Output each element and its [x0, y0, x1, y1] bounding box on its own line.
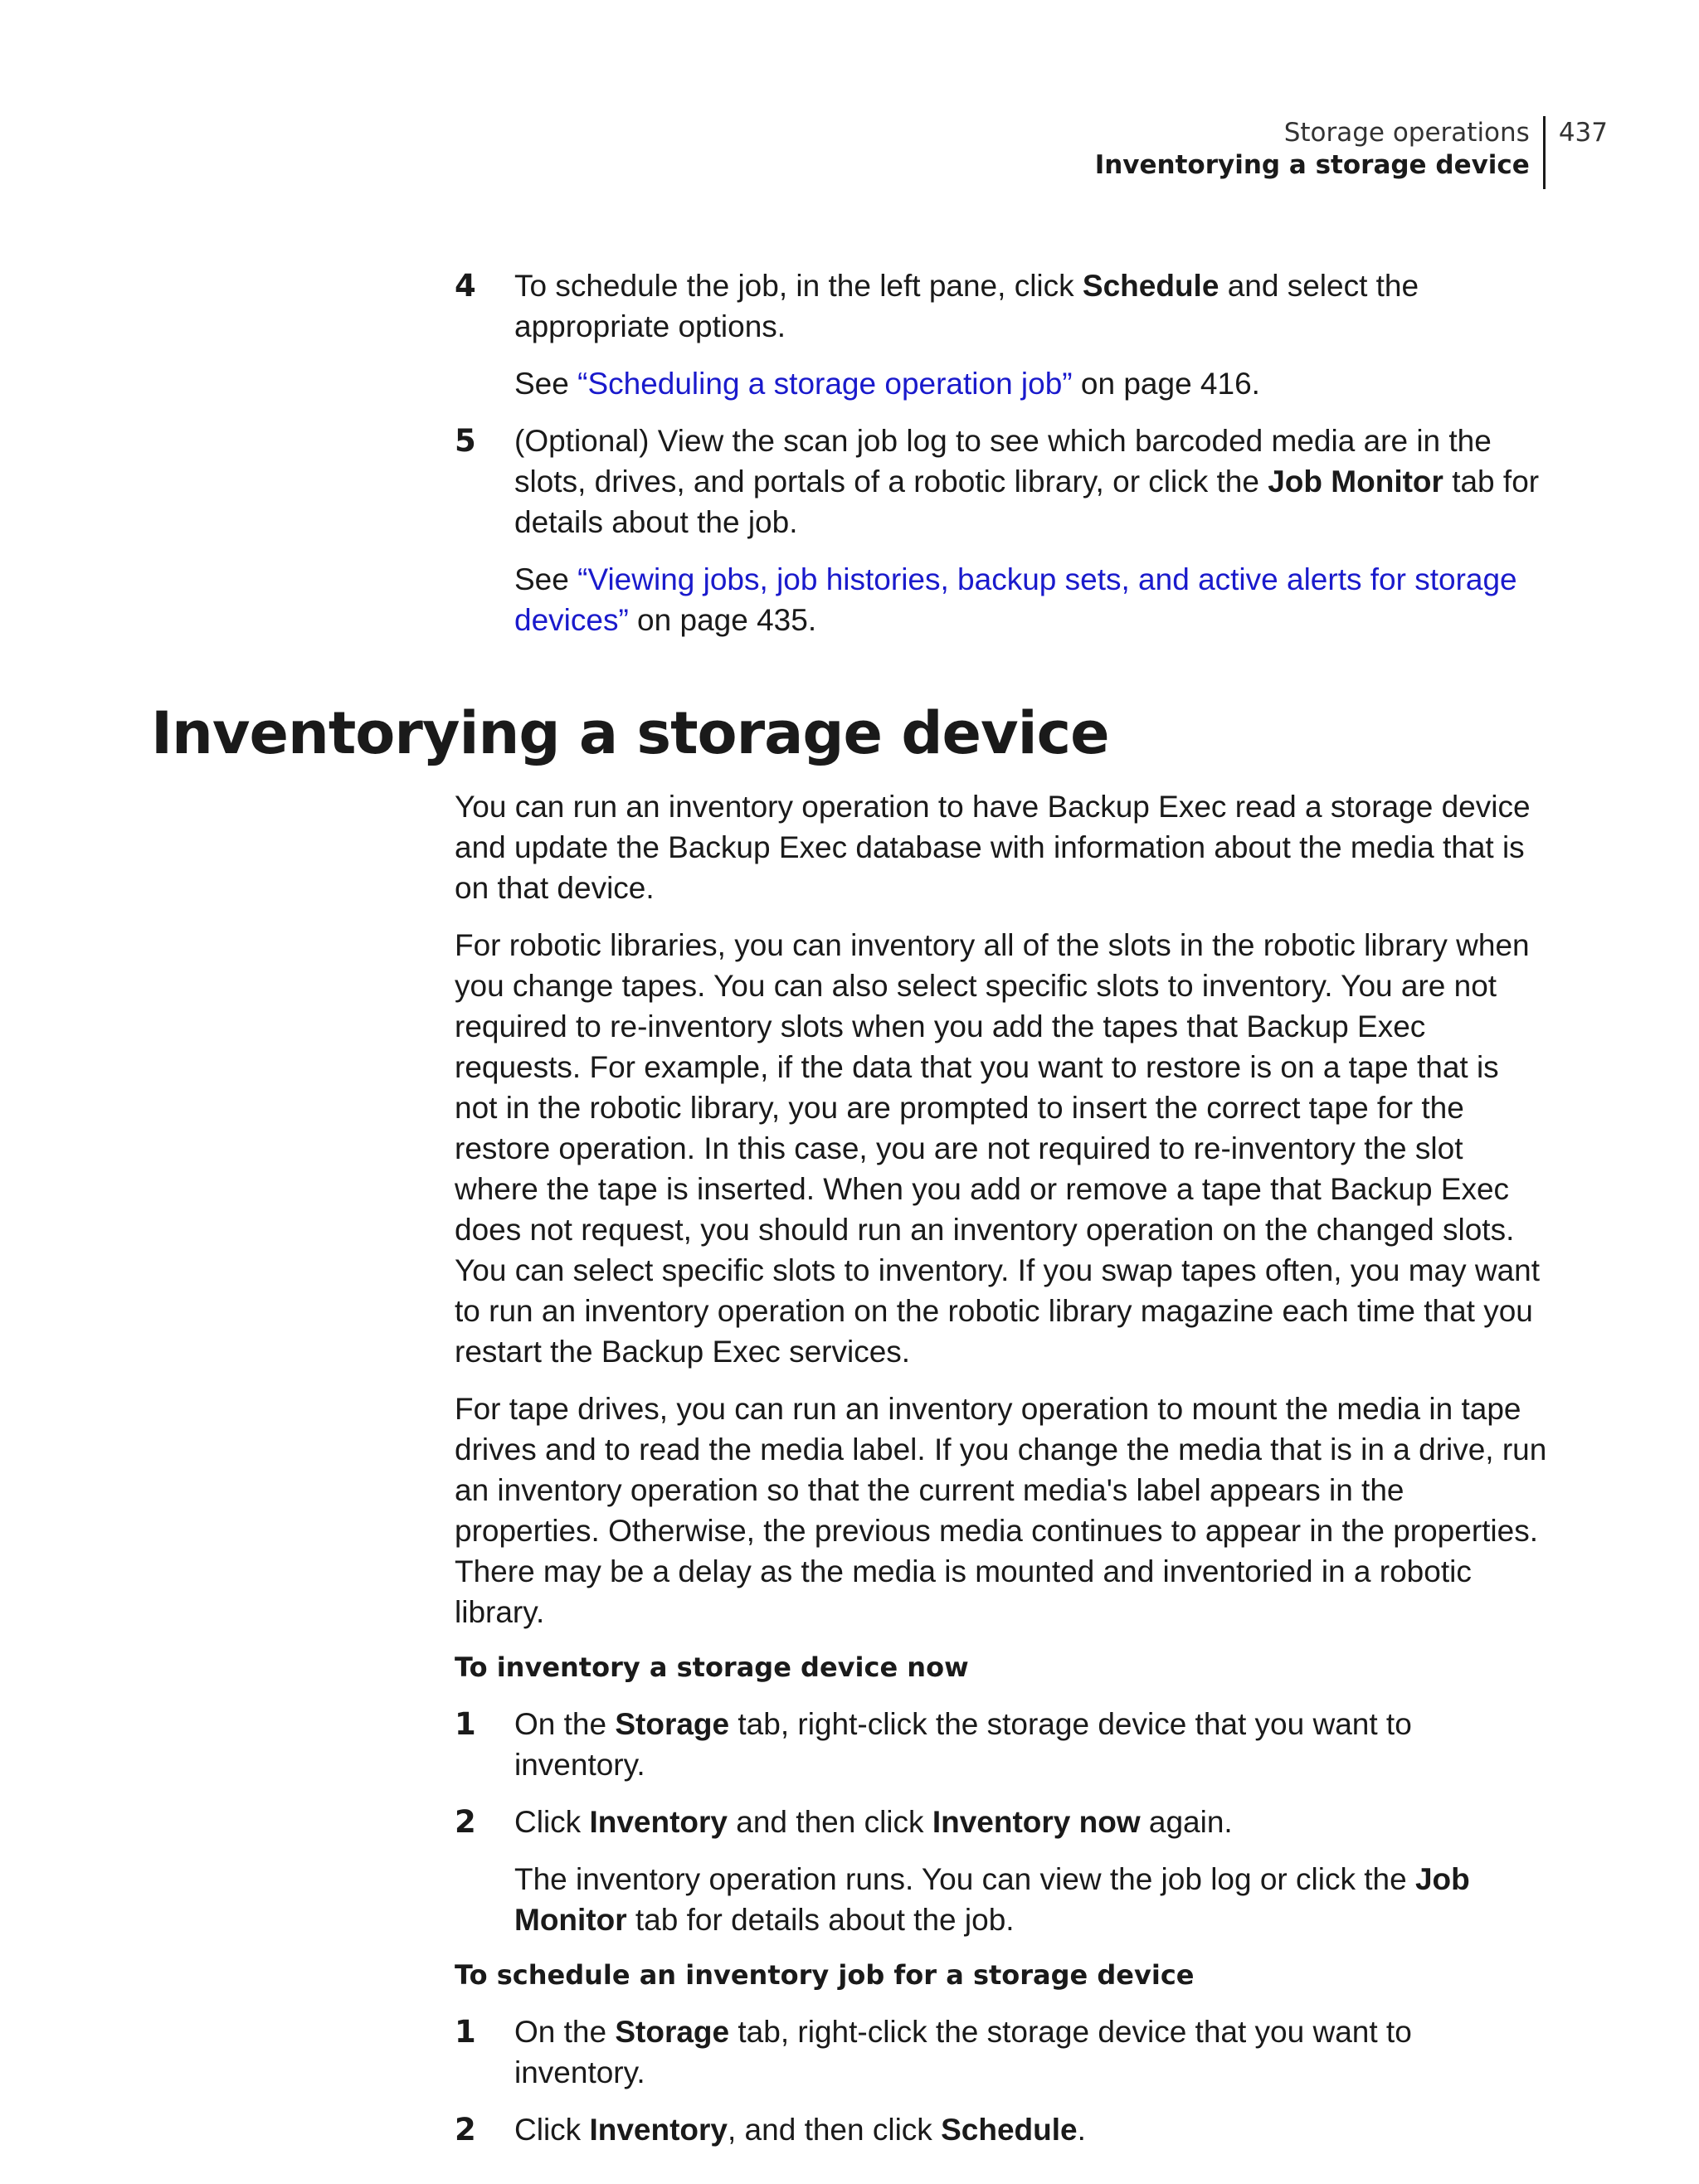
step-text-part: The inventory operation runs. You can view the job log or click the [514, 1862, 1415, 1896]
step-text-part: To schedule the job, in the left pane, click [514, 269, 1083, 303]
step-text-part: Click [514, 2113, 590, 2147]
see-prefix: See [514, 367, 578, 401]
step-body [514, 2109, 1550, 2150]
step-text-part: and select the appropriate options. [514, 269, 1419, 343]
ui-term-inventory: Inventory [589, 1805, 728, 1839]
step-text [514, 2011, 1550, 2093]
step-number: 1 [455, 1706, 476, 1742]
ui-term-storage: Storage [615, 1707, 730, 1741]
ui-term-job-monitor: Job Monitor [1268, 465, 1443, 499]
step-text-part: tab for details about the job. [514, 465, 1540, 539]
cross-reference-link[interactable]: “Viewing jobs, job histories, backup sets, and active alerts for storage devices” [514, 562, 1517, 637]
step-4 [455, 265, 1550, 404]
ui-term-schedule: Schedule [1082, 269, 1219, 303]
step-text [514, 421, 1550, 542]
procedure-step [455, 2109, 1550, 2150]
page-number: 437 [1558, 118, 1608, 148]
step-body [514, 421, 1550, 640]
step-number: 5 [455, 423, 476, 459]
cross-reference [514, 363, 1550, 404]
step-note [514, 1859, 1550, 1940]
header-text [1095, 116, 1546, 189]
procedure-step [455, 1802, 1550, 1940]
step-number: 2 [455, 2112, 476, 2148]
step-text [514, 1704, 1550, 1785]
paragraph-robotic-libraries: For robotic libraries, you can inventory all of the slots in the robotic library when you change tapes. You can also select specific slots to inventory. You are not required to re-inventory slots when you add the tapes that Backup Exec requests. For example, if the data that you want to restore is on a tape that is not in the robotic library, you are prompted to insert the correct tape for the restore operation. In this case, you are not required to re-inventory the slot where the tape is inserted. When you add or remove a tape that Backup Exec does not request, you should run an inventory operation on the changed slots. You can select specific slots to inventory. If you swap tapes often, you may want to run an inventory operation on the robotic library magazine each time that you restart the Backup Exec services. [455, 928, 1541, 1369]
ui-term-storage: Storage [615, 2015, 730, 2049]
step-text-part: , and then click [728, 2113, 942, 2147]
step-text-part: and then click [728, 1805, 932, 1839]
step-text [514, 1802, 1550, 1842]
step-number: 1 [455, 2014, 476, 2050]
step-text-part: (Optional) View the scan job log to see which barcoded media are in the slots, drives, and portals of a robotic library, or click the [514, 424, 1492, 499]
step-body [514, 1802, 1550, 1940]
step-text [514, 2109, 1550, 2150]
step-text [514, 265, 1550, 347]
procedure-step [455, 1704, 1550, 1785]
ui-term-inventory-now: Inventory now [932, 1805, 1141, 1839]
previous-procedure-steps [455, 265, 1550, 657]
step-text-part: again. [1140, 1805, 1233, 1839]
step-number: 4 [455, 268, 476, 304]
step-text-part: On the [514, 1707, 616, 1741]
step-body [514, 1704, 1550, 1785]
section-heading: Inventorying a storage device [151, 699, 1109, 767]
cross-reference-link[interactable]: “Scheduling a storage operation job” [577, 367, 1073, 401]
step-text-part: tab for details about the job. [626, 1903, 1015, 1937]
step-body [514, 2011, 1550, 2093]
see-prefix: See [514, 562, 578, 596]
procedure-title: To schedule an inventory job for a storage device [455, 1959, 1195, 1991]
step-text-part: Click [514, 1805, 590, 1839]
see-suffix: on page 435. [628, 603, 817, 637]
ui-term-job-monitor: Job Monitor [514, 1862, 1470, 1937]
header-topic-title: Inventorying a storage device [1094, 150, 1530, 180]
running-header [1095, 116, 1608, 189]
step-text-part: tab, right-click the storage device that you want to inventory. [514, 2015, 1412, 2089]
header-section-title: Storage operations [1283, 118, 1530, 148]
step-text-part: On the [514, 2015, 616, 2049]
paragraph-intro: You can run an inventory operation to have Backup Exec read a storage device and update the Backup Exec database with information about the media that is on that device. [455, 790, 1531, 905]
step-5 [455, 421, 1550, 640]
step-text-part: tab, right-click the storage device that you want to inventory. [514, 1707, 1412, 1782]
step-text-part: . [1077, 2113, 1086, 2147]
section-body [455, 786, 1550, 2167]
procedure-title: To inventory a storage device now [455, 1651, 969, 1683]
cross-reference [514, 559, 1550, 640]
procedure-step [455, 2011, 1550, 2093]
paragraph-tape-drives: For tape drives, you can run an inventory operation to mount the media in tape drives and to read the media label. If you change the media that is in a drive, run an inventory operation so that the current media's label appears in the properties. Otherwise, the previous media continues to appear in the properties. There may be a delay as the media is mounted and inventoried in a robotic library. [455, 1392, 1547, 1629]
ui-term-schedule: Schedule [941, 2113, 1078, 2147]
see-suffix: on page 416. [1072, 367, 1260, 401]
ui-term-inventory: Inventory [589, 2113, 728, 2147]
step-body [514, 265, 1550, 404]
step-number: 2 [455, 1804, 476, 1840]
